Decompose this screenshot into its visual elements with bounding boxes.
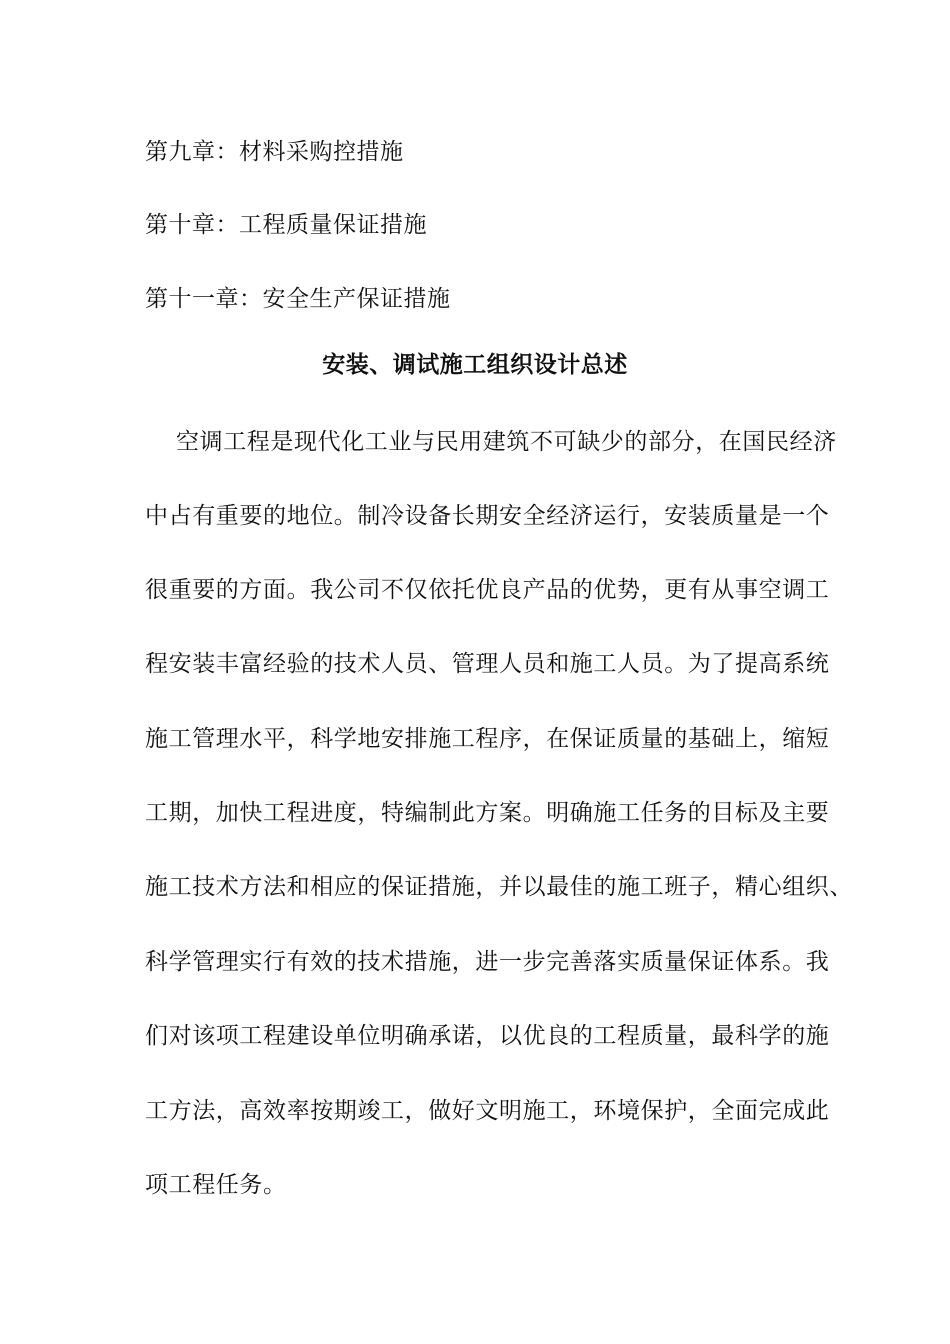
paragraph-line: 科学管理实行有效的技术措施，进一步完善落实质量保证体系。我 [145,949,830,975]
paragraph-line: 程安装丰富经验的技术人员、管理人员和施工人员。为了提高系统 [145,651,830,677]
paragraph-line: 施工技术方法和相应的保证措施，并以最佳的施工班子，精心组织、 [145,874,853,900]
toc-entry-chapter-11: 第十一章：安全生产保证措施 [145,286,451,312]
paragraph-line: 工方法，高效率按期竣工，做好文明施工，环境保护，全面完成此 [145,1098,830,1124]
section-title: 安装、调试施工组织设计总述 [322,351,628,378]
paragraph-line: 项工程任务。 [145,1172,287,1198]
paragraph-line: 施工管理水平，科学地安排施工程序，在保证质量的基础上，缩短 [145,726,830,752]
paragraph-line: 工期，加快工程进度，特编制此方案。明确施工任务的目标及主要 [145,800,830,826]
paragraph-line: 很重要的方面。我公司不仅依托优良产品的优势，更有从事空调工 [145,577,830,603]
paragraph-line: 空调工程是现代化工业与民用建筑不可缺少的部分，在国民经济 [176,429,837,455]
paragraph-line: 中占有重要的地位。制冷设备长期安全经济运行，安装质量是一个 [145,503,830,529]
toc-entry-chapter-9: 第九章：材料采购控措施 [145,139,404,165]
toc-entry-chapter-10: 第十章：工程质量保证措施 [145,212,427,238]
paragraph-line: 们对该项工程建设单位明确承诺，以优良的工程质量，最科学的施 [145,1023,830,1049]
